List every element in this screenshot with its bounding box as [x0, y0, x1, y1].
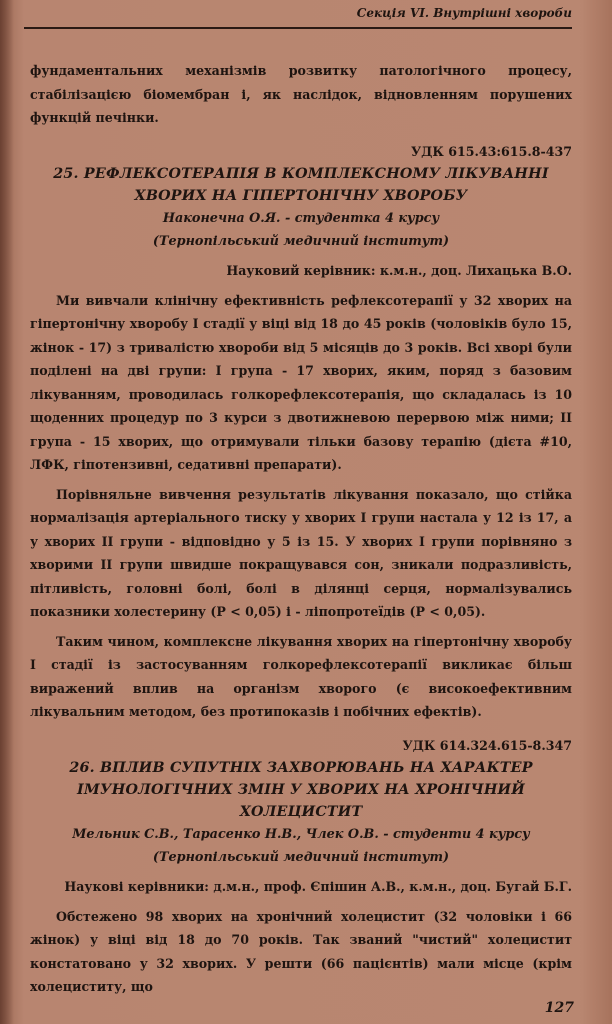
udc-code-26: УДК 614.324.615-8.347	[402, 737, 572, 753]
article-25-authors: Наконечна О.Я. - студентка 4 курсу	[162, 211, 440, 226]
article-25-paragraph: Порівняльне вивчення результатів лікування показало, що стійка нормалізація артеріального тиску у хворих І групи настала у 12 із 17, а у хворих ІІ групи - відповідно у 5 із 15. У хворих І групи порівняно з хворими ІІ групи швидше покращувався сон, зникали подразливість, пітливість, головні болі, болі в ділянці серця, нормалізувались показники холестерину (P < 0,05) і - ліпопротеїдів (P < 0,05).	[30, 486, 572, 619]
page-number: 127	[544, 1000, 574, 1016]
article-25-paragraph: Таким чином, комплексне лікування хворих на гіпертонічну хворобу І стадії із застосуванням голкорефлексотерапії викликає більш виражений вплив на організм хворого (є високоефективним лікувальним методом, без протипоказів і побічних ефектів).	[30, 633, 572, 719]
udc-code-25: УДК 615.43:615.8-437	[410, 143, 572, 159]
page-content	[30, 59, 572, 999]
article-title-line: ХОЛЕЦИСТИТ	[239, 804, 363, 820]
continuation-paragraph: фундаментальних механізмів розвитку патологічного процесу, стабілізацією біомембран і, як наслідок, відновленням порушених функцій печінки.	[30, 63, 572, 125]
article-26-institution: (Тернопільський медичний інститут)	[152, 850, 450, 865]
article-title-line: 26. ВПЛИВ СУПУТНІХ ЗАХВОРЮВАНЬ НА ХАРАКТЕР	[69, 760, 533, 776]
article-26-advisor: Наукові керівники: д.м.н., проф. Єпішин А.В., к.м.н., доц. Бугай Б.Г.	[64, 879, 572, 894]
article-25-title	[30, 163, 572, 207]
article-26-authors: Мельник С.В., Тарасенко Н.В., Члек О.В. - студенти 4 курсу	[72, 827, 530, 842]
running-head: Секція VI. Внутрішні хвороби	[356, 6, 572, 20]
article-25-paragraph: Ми вивчали клінічну ефективність рефлексотерапії у 32 хворих на гіпертонічну хворобу І стадії у віці від 18 до 45 років (чоловіків було 15, жінок - 17) з тривалістю хвороби від 5 місяців до 3 років. Всі хворі були поділені на дві групи: І група - 17 хворих, яким, поряд з базовим лікуванням, проводилась голкорефлексотерапія, що складалась із 10 щоденних процедур по 3 курси з двотижневою перервою між ними; ІІ група - 15 хворих, що отримували тільки базову терапію (дієта #10, ЛФК, гіпотензивні, седативні препарати).	[30, 292, 572, 472]
article-25-institution: (Тернопільський медичний інститут)	[152, 234, 450, 249]
article-26-title	[30, 757, 572, 823]
article-title-line: ІМУНОЛОГІЧНИХ ЗМІН У ХВОРИХ НА ХРОНІЧНИЙ	[77, 782, 525, 798]
header-rule	[24, 27, 572, 29]
article-title-line: 25. РЕФЛЕКСОТЕРАПІЯ В КОМПЛЕКСНОМУ ЛІКУВАННІ	[53, 166, 549, 182]
article-26-paragraph: Обстежено 98 хворих на хронічний холецистит (32 чоловіки і 66 жінок) у віці від 18 до 70 років. Так званий "чистий" холецистит констатовано у 32 хворих. У решти (66 пацієнтів) мали місце (крім холециститу, що	[30, 908, 572, 994]
article-25-advisor: Науковий керівник: к.м.н., доц. Лихацька В.О.	[226, 263, 572, 278]
article-title-line: ХВОРИХ НА ГІПЕРТОНІЧНУ ХВОРОБУ	[134, 188, 468, 204]
